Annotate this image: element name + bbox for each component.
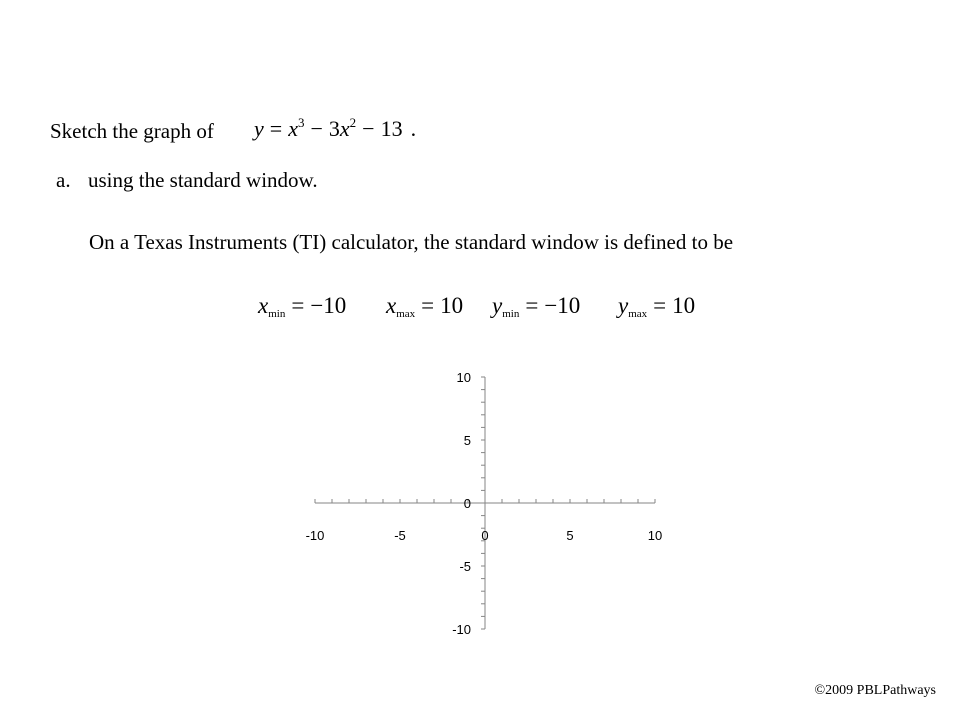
y-tick-label: 10	[456, 370, 471, 385]
window-xmax-eq: =	[421, 293, 435, 318]
window-xmin-eq: =	[291, 293, 305, 318]
window-ymin-var: y	[492, 293, 503, 318]
window-ymin-eq: =	[525, 293, 539, 318]
window-xmax-var: x	[386, 293, 397, 318]
window-xmin-sub: min	[268, 308, 286, 320]
x-tick-label: -10	[305, 528, 325, 543]
y-tick-label: 5	[463, 433, 471, 448]
y-tick-label: -5	[459, 559, 471, 574]
window-ymin-sub: min	[502, 308, 520, 320]
eq-term2-exp: 2	[349, 115, 357, 130]
eq-term1-var: x	[288, 116, 298, 141]
eq-equals: =	[269, 116, 283, 141]
y-tick-label: 0	[463, 496, 471, 511]
intro-label: Sketch the graph of	[50, 119, 214, 143]
x-tick-label: 5	[566, 528, 574, 543]
window-xmax-val: 10	[440, 293, 464, 318]
window-xmax-sub: max	[396, 308, 416, 320]
ti-description: On a Texas Instruments (TI) calculator, the standard window is defined to be	[89, 230, 734, 254]
window-xmin-var: x	[258, 293, 269, 318]
eq-lhs: y	[254, 116, 264, 141]
eq-period: .	[410, 116, 417, 141]
window-ymax-val: 10	[672, 293, 696, 318]
part-a-marker: a.	[56, 168, 71, 192]
copyright-notice: ©2009 PBLPathways	[814, 683, 936, 698]
window-ymax-eq: =	[653, 293, 667, 318]
x-tick-label: 0	[481, 528, 489, 543]
eq-term2-var: x	[339, 116, 350, 141]
x-tick-label: -5	[394, 528, 406, 543]
y-tick-label: -10	[452, 622, 471, 637]
x-tick-label: 10	[647, 528, 663, 543]
eq-minus-1: −	[310, 116, 323, 141]
part-a-text: using the standard window.	[88, 168, 318, 192]
eq-constant: 13	[380, 116, 403, 141]
window-ymin-val: −10	[544, 293, 581, 318]
eq-term2-coef: 3	[328, 116, 340, 141]
window-ymax-sub: max	[628, 308, 648, 320]
window-ymax-var: y	[618, 293, 629, 318]
eq-term1-exp: 3	[297, 115, 305, 130]
window-xmin-val: −10	[310, 293, 347, 318]
eq-minus-2: −	[362, 116, 375, 141]
